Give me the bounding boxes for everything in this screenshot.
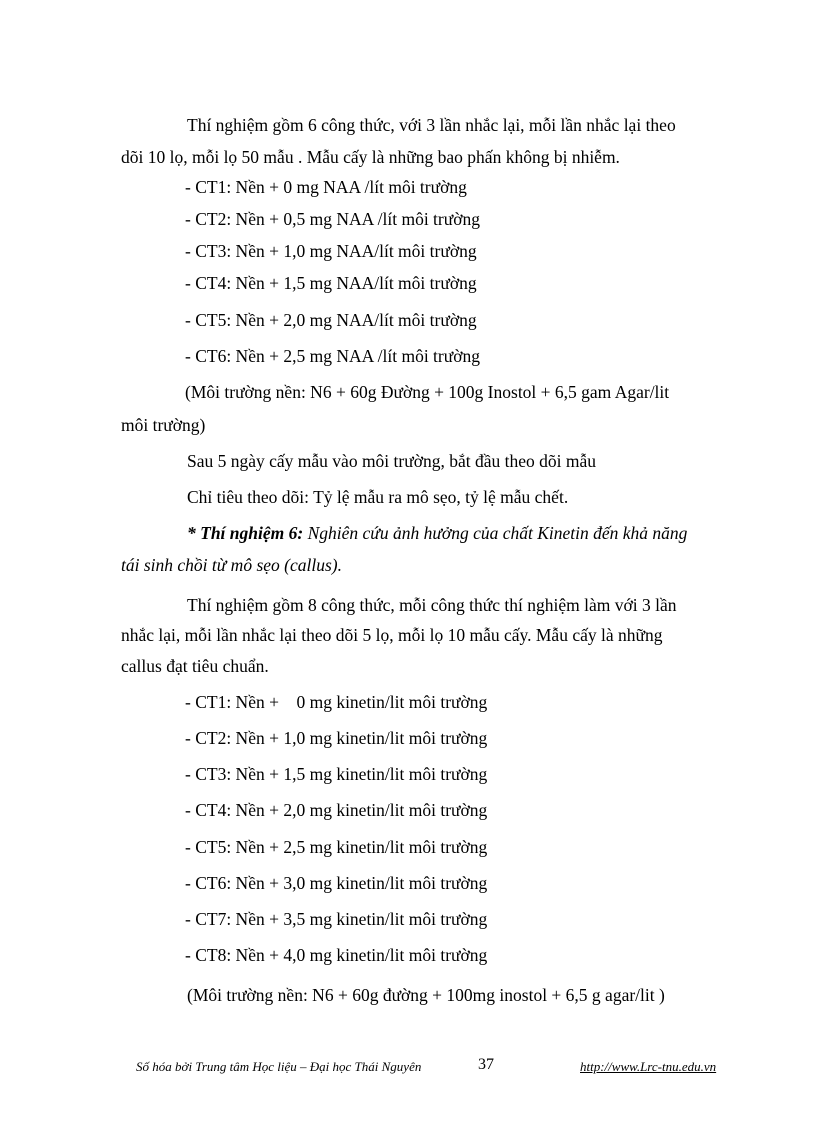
exp6-formula-ct3: - CT3: Nền + 1,5 mg kinetin/lit môi trường: [185, 764, 488, 784]
exp6-intro-line2: nhắc lại, mỗi lần nhắc lại theo dõi 5 lọ, mỗi lọ 10 mẫu cấy. Mẫu cấy là những: [121, 625, 663, 645]
exp6-formula-ct6: - CT6: Nền + 3,0 mg kinetin/lit môi trường: [185, 873, 488, 893]
exp5-formula-ct6: - CT6: Nền + 2,5 mg NAA /lít môi trường: [185, 346, 480, 366]
exp6-heading: [187, 522, 687, 544]
exp5-formula-ct4: - CT4: Nền + 1,5 mg NAA/lít môi trường: [185, 273, 477, 293]
exp6-formula-ct2: - CT2: Nền + 1,0 mg kinetin/lit môi trường: [185, 728, 488, 748]
exp6-formula-ct4: - CT4: Nền + 2,0 mg kinetin/lit môi trường: [185, 800, 488, 820]
exp6-formula-ct5: - CT5: Nền + 2,5 mg kinetin/lit môi trường: [185, 837, 488, 857]
exp5-formula-ct1: - CT1: Nền + 0 mg NAA /lít môi trường: [185, 177, 467, 197]
footer-source: Số hóa bởi Trung tâm Học liệu – Đại học Thái Nguyên: [136, 1059, 422, 1074]
exp6-intro-line1: Thí nghiệm gồm 8 công thức, mỗi công thức thí nghiệm làm với 3 lần: [187, 595, 677, 615]
exp5-intro-line2: dõi 10 lọ, mỗi lọ 50 mẫu . Mẫu cấy là những bao phấn không bị nhiễm.: [121, 147, 620, 167]
exp5-formula-ct5: - CT5: Nền + 2,0 mg NAA/lít môi trường: [185, 310, 477, 330]
exp6-heading-line2: tái sinh chồi từ mô sẹo (callus).: [121, 555, 342, 575]
exp6-heading-label: * Thí nghiệm 6:: [187, 523, 304, 543]
exp6-formula-ct8: - CT8: Nền + 4,0 mg kinetin/lit môi trường: [185, 945, 488, 965]
exp5-medium-line2: môi trường): [121, 415, 206, 435]
exp5-formula-ct3: - CT3: Nền + 1,0 mg NAA/lít môi trường: [185, 241, 477, 261]
exp6-formula-ct7: - CT7: Nền + 3,5 mg kinetin/lit môi trường: [185, 909, 488, 929]
exp5-intro-line1: Thí nghiệm gồm 6 công thức, với 3 lần nhắc lại, mỗi lần nhắc lại theo: [187, 115, 676, 135]
footer-link[interactable]: http://www.Lrc-tnu.edu.vn: [580, 1059, 717, 1074]
exp6-intro-line3: callus đạt tiêu chuẩn.: [121, 656, 269, 676]
exp6-medium: (Môi trường nền: N6 + 60g đường + 100mg inostol + 6,5 g agar/lit ): [187, 985, 665, 1005]
exp5-medium-line1: (Môi trường nền: N6 + 60g Đường + 100g Inostol + 6,5 gam Agar/lit: [185, 382, 670, 402]
exp6-heading-text: Nghiên cứu ảnh hưởng của chất Kinetin đến khả năng: [303, 523, 688, 543]
exp5-observe: Sau 5 ngày cấy mẫu vào môi trường, bắt đầu theo dõi mẫu: [187, 451, 596, 471]
exp5-formula-ct2: - CT2: Nền + 0,5 mg NAA /lít môi trường: [185, 209, 480, 229]
page-number: 37: [478, 1056, 494, 1073]
exp5-criteria: Chỉ tiêu theo dõi: Tỷ lệ mẫu ra mô sẹo, tỷ lệ mẫu chết.: [187, 487, 569, 507]
exp6-formula-ct1: - CT1: Nền + 0 mg kinetin/lit môi trường: [185, 692, 488, 712]
